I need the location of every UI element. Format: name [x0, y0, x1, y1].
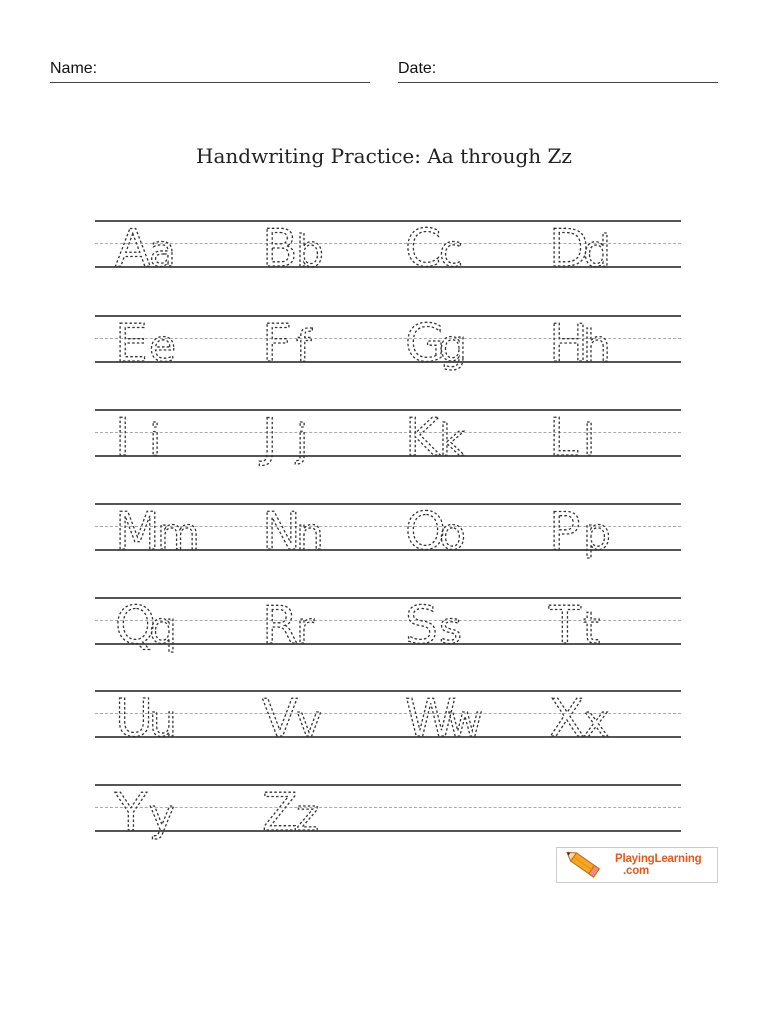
lowercase-letter: e — [149, 321, 177, 372]
tracing-letter-pair — [260, 219, 380, 279]
lowercase-letter: x — [583, 696, 610, 747]
date-label: Date: — [398, 60, 437, 77]
dotted-letters — [260, 219, 380, 279]
practice-row — [95, 596, 681, 656]
dotted-letters — [113, 219, 233, 279]
practice-row — [95, 502, 681, 562]
lowercase-letter: g — [439, 321, 467, 372]
dotted-letters — [403, 689, 523, 749]
tracing-letter-pair — [403, 314, 523, 374]
dotted-letters — [260, 408, 380, 468]
tracing-letter-pair — [113, 783, 233, 843]
dotted-letters — [547, 408, 667, 468]
uppercase-letter: N — [262, 502, 301, 562]
uppercase-letter: U — [115, 689, 154, 749]
tracing-letter-pair — [260, 689, 380, 749]
tracing-letter-pair — [547, 408, 667, 468]
tracing-letter-pair — [547, 219, 667, 279]
dotted-letters — [403, 408, 523, 468]
tracing-letter-pair — [260, 502, 380, 562]
dotted-letters — [547, 314, 667, 374]
tracing-letter-pair — [403, 689, 523, 749]
logo-suffix: .com — [623, 865, 650, 877]
lowercase-letter: w — [447, 696, 483, 747]
tracing-letter-pair — [260, 596, 380, 656]
tracing-letter-pair — [113, 689, 233, 749]
dotted-letters — [403, 219, 523, 279]
tracing-letter-pair — [113, 314, 233, 374]
uppercase-letter: C — [405, 219, 442, 279]
lowercase-letter: p — [583, 509, 611, 560]
dotted-letters — [403, 596, 523, 656]
lowercase-letter: n — [296, 509, 324, 560]
dotted-letters — [547, 219, 667, 279]
dotted-letters — [113, 314, 233, 374]
uppercase-letter: X — [549, 689, 585, 749]
uppercase-letter: L — [549, 408, 578, 468]
pencil-icon — [563, 850, 607, 880]
tracing-letter-pair — [260, 408, 380, 468]
lowercase-letter: s — [439, 603, 462, 654]
tracing-letter-pair — [547, 314, 667, 374]
tracing-letter-pair — [260, 783, 380, 843]
uppercase-letter: T — [549, 596, 581, 656]
dotted-letters — [260, 502, 380, 562]
uppercase-letter: H — [549, 314, 589, 374]
lowercase-letter: k — [439, 415, 465, 466]
dotted-letters — [403, 502, 523, 562]
lowercase-letter: f — [296, 321, 312, 372]
dotted-letters — [113, 689, 233, 749]
uppercase-letter: G — [405, 314, 446, 374]
dotted-letters — [113, 408, 233, 468]
lowercase-letter: q — [149, 603, 177, 654]
lowercase-letter: a — [149, 226, 176, 277]
uppercase-letter: J — [262, 408, 278, 468]
dotted-letters — [547, 689, 667, 749]
tracing-letter-pair — [113, 596, 233, 656]
lowercase-letter: v — [296, 696, 323, 747]
dotted-letters — [260, 314, 380, 374]
uppercase-letter: K — [405, 408, 440, 468]
playinglearning-logo — [556, 847, 718, 883]
uppercase-letter: W — [405, 689, 457, 749]
uppercase-letter: A — [115, 219, 151, 279]
uppercase-letter: E — [115, 314, 148, 374]
dotted-letters — [260, 596, 380, 656]
lowercase-letter: i — [149, 415, 162, 466]
worksheet-title: Handwriting Practice: Aa through Zz — [196, 144, 572, 168]
tracing-letter-pair — [403, 219, 523, 279]
lowercase-letter: h — [583, 321, 611, 372]
uppercase-letter: O — [405, 502, 446, 562]
dotted-letters — [547, 596, 667, 656]
name-label: Name: — [50, 60, 98, 77]
date-field[interactable] — [398, 60, 718, 83]
lowercase-letter: t — [583, 603, 601, 654]
tracing-letter-pair — [547, 502, 667, 562]
uppercase-letter: M — [115, 502, 160, 562]
lowercase-letter: b — [296, 226, 324, 277]
tracing-letter-pair — [403, 502, 523, 562]
tracing-letter-pair — [113, 219, 233, 279]
logo-wordmark — [615, 853, 701, 877]
tracing-letter-pair — [547, 689, 667, 749]
dotted-letters — [403, 314, 523, 374]
lowercase-letter: c — [439, 226, 464, 277]
name-field[interactable] — [50, 60, 370, 83]
tracing-letter-pair — [113, 408, 233, 468]
tracing-letter-pair — [403, 596, 523, 656]
practice-row — [95, 408, 681, 468]
tracing-letter-pair — [403, 408, 523, 468]
uppercase-letter: V — [262, 689, 298, 749]
lowercase-letter: j — [296, 415, 309, 466]
uppercase-letter: F — [262, 314, 292, 374]
uppercase-letter: D — [549, 219, 590, 279]
lowercase-letter: r — [296, 603, 315, 654]
tracing-letter-pair — [260, 314, 380, 374]
practice-row — [95, 219, 681, 279]
lowercase-letter: z — [296, 790, 320, 841]
uppercase-letter: S — [405, 596, 439, 656]
lowercase-letter: m — [157, 509, 200, 560]
dotted-letters — [547, 502, 667, 562]
uppercase-letter: Z — [262, 783, 298, 843]
lowercase-letter: y — [149, 790, 176, 841]
dotted-letters — [113, 502, 233, 562]
dotted-letters — [113, 596, 233, 656]
uppercase-letter: Y — [115, 783, 147, 843]
lowercase-letter: o — [439, 509, 466, 560]
tracing-letter-pair — [113, 502, 233, 562]
uppercase-letter: Q — [115, 596, 156, 656]
uppercase-letter: R — [262, 596, 299, 656]
practice-row — [95, 783, 681, 843]
tracing-letter-pair — [547, 596, 667, 656]
uppercase-letter: B — [262, 219, 298, 279]
practice-row — [95, 314, 681, 374]
practice-row — [95, 689, 681, 749]
uppercase-letter: P — [549, 502, 581, 562]
lowercase-letter: d — [583, 226, 611, 277]
dotted-letters — [113, 783, 233, 843]
dotted-letters — [260, 689, 380, 749]
uppercase-letter: I — [115, 408, 131, 468]
lowercase-letter: u — [149, 696, 177, 747]
dotted-letters — [260, 783, 380, 843]
logo-brand: PlayingLearning — [615, 853, 702, 865]
lowercase-letter: l — [583, 415, 596, 466]
